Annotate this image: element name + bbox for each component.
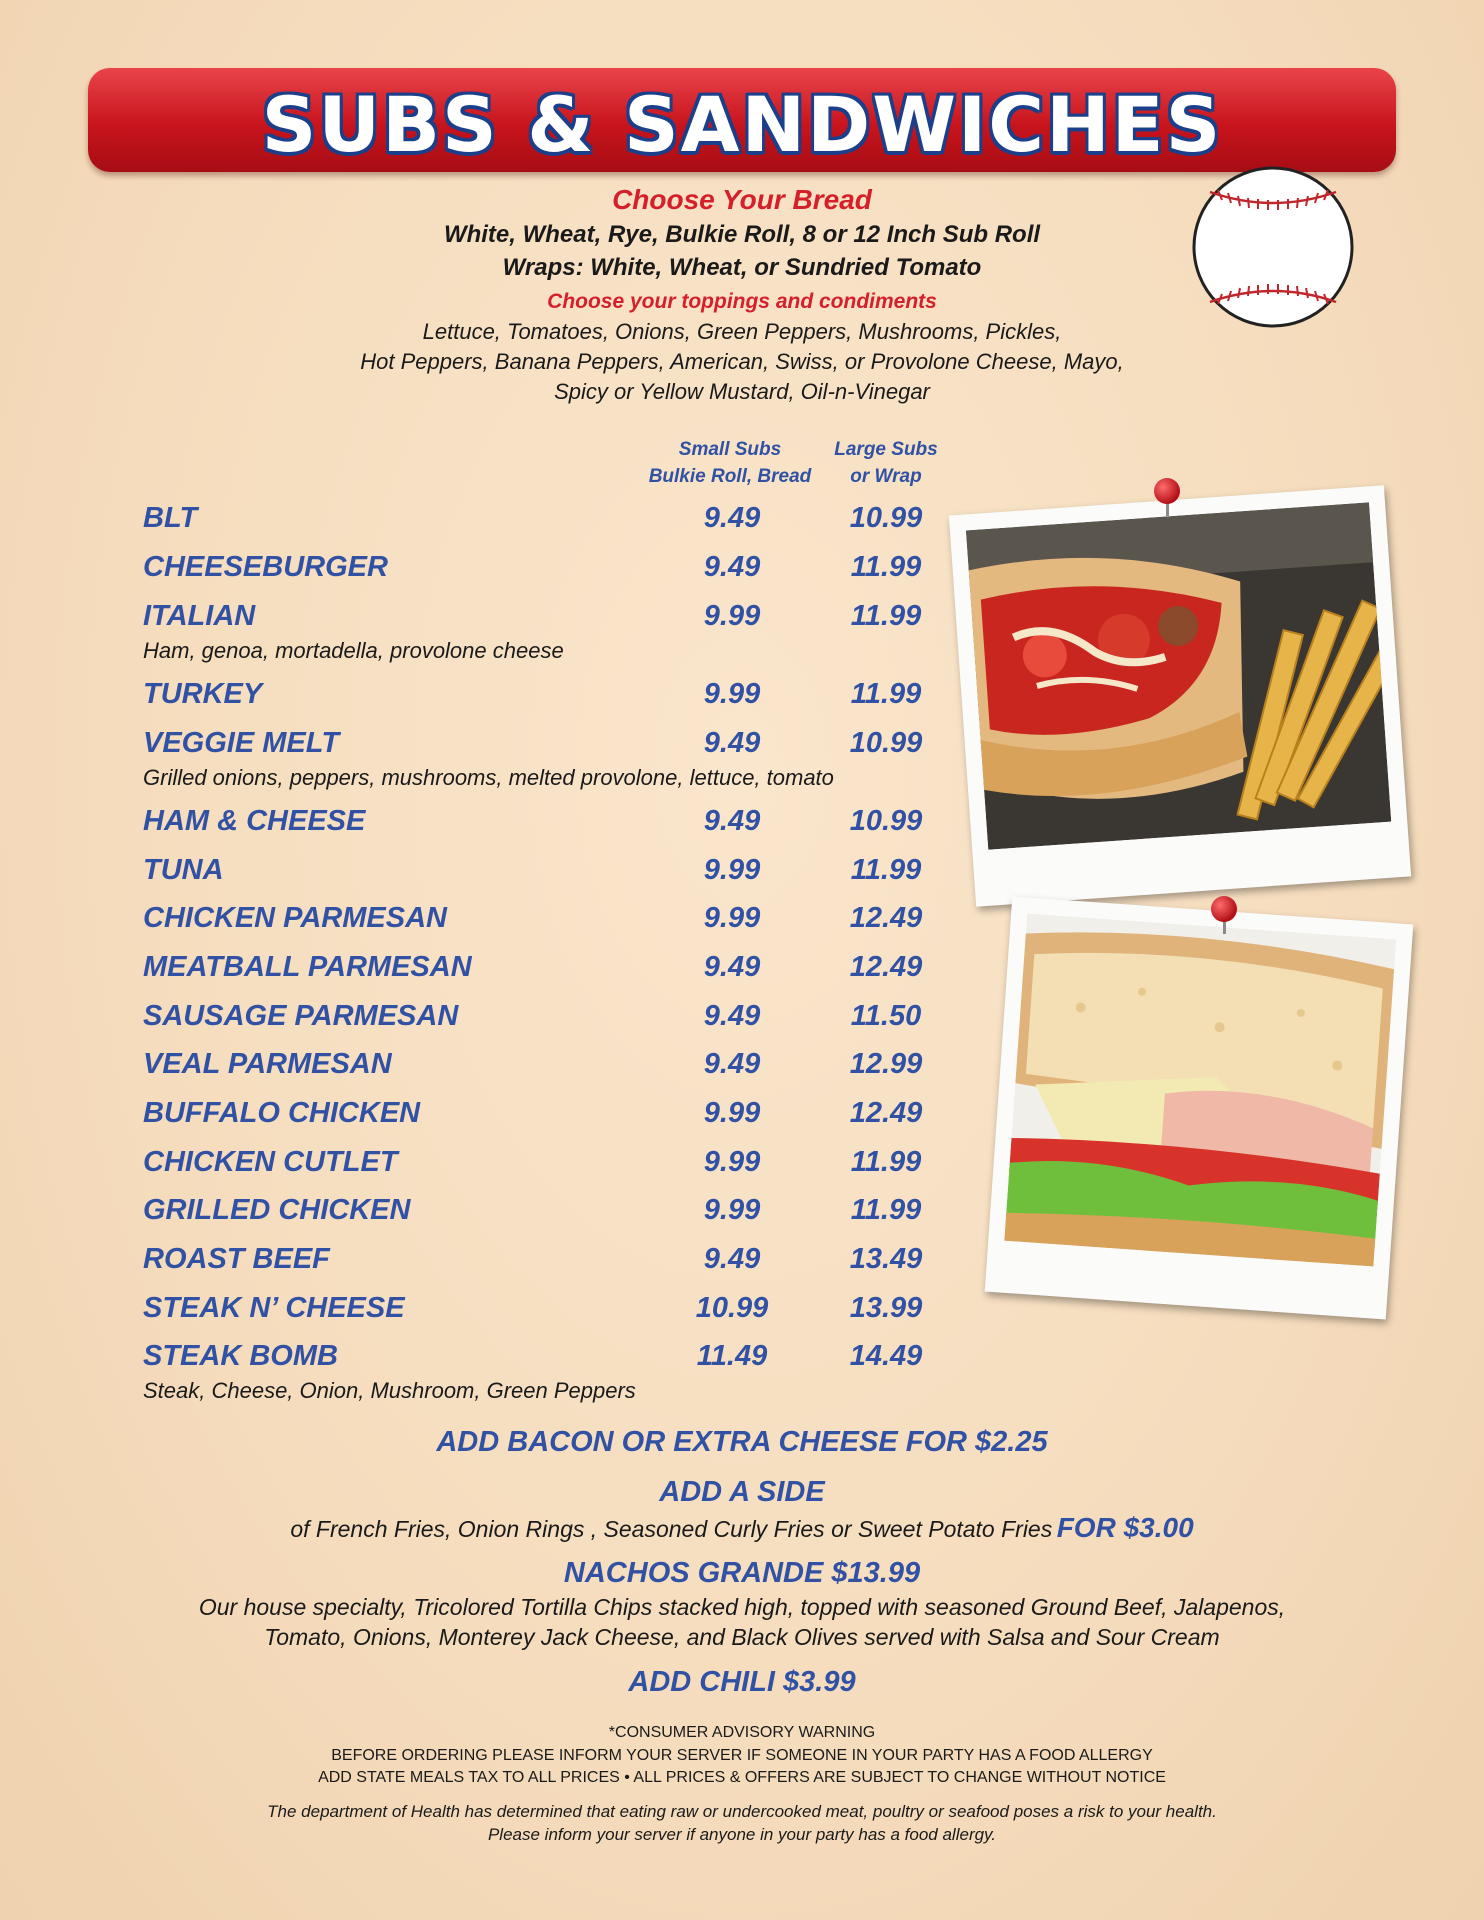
large-price: 12.49 xyxy=(849,902,923,934)
small-subs-header-line-2: Bulkie Roll, Bread xyxy=(648,466,812,487)
large-price: 13.49 xyxy=(849,1243,923,1275)
health-warning-1: The department of Health has determined that eating raw or undercooked meat, poultry or seafood poses a risk to your health. xyxy=(267,1802,1217,1821)
small-price: 9.99 xyxy=(703,902,761,934)
item-name: BLT xyxy=(143,502,198,534)
toppings-line-3: Spicy or Yellow Mustard, Oil-n-Vinegar xyxy=(554,379,930,404)
small-price: 9.49 xyxy=(703,805,761,837)
small-price: 9.99 xyxy=(703,600,761,632)
item-name: VEAL PARMESAN xyxy=(143,1048,392,1080)
small-price: 11.49 xyxy=(696,1340,768,1372)
large-price: 10.99 xyxy=(849,502,923,534)
item-name: ROAST BEEF xyxy=(143,1243,330,1275)
item-name: VEGGIE MELT xyxy=(143,727,340,759)
large-price: 11.99 xyxy=(850,1194,922,1226)
ham-sub-image xyxy=(1004,914,1396,1267)
meatball-sub-image xyxy=(966,502,1391,849)
small-price: 9.99 xyxy=(703,854,761,886)
small-price: 9.49 xyxy=(703,1048,761,1080)
small-price: 9.49 xyxy=(703,1000,761,1032)
small-price: 9.49 xyxy=(703,727,761,759)
bread-line-2: Wraps: White, Wheat, or Sundried Tomato xyxy=(502,254,982,281)
small-price: 9.99 xyxy=(703,1194,761,1226)
pushpin-icon xyxy=(1211,896,1237,922)
title-banner xyxy=(88,68,1396,172)
large-price: 12.49 xyxy=(849,1097,923,1129)
nachos-heading: NACHOS GRANDE $13.99 xyxy=(563,1557,921,1589)
item-name: CHICKEN PARMESAN xyxy=(143,902,447,934)
small-price: 9.49 xyxy=(703,502,761,534)
item-name: MEATBALL PARMESAN xyxy=(143,951,472,983)
large-subs-header xyxy=(806,436,966,490)
allergy-notice: BEFORE ORDERING PLEASE INFORM YOUR SERVER IF SOMEONE IN YOUR PARTY HAS A FOOD ALLERGY xyxy=(331,1747,1153,1764)
item-name: STEAK N’ CHEESE xyxy=(143,1292,405,1324)
item-description: Ham, genoa, mortadella, provolone cheese xyxy=(143,638,564,663)
page-title: SUBS & SANDWICHES xyxy=(261,80,1223,169)
small-price: 9.49 xyxy=(703,551,761,583)
bread-line-1: White, Wheat, Rye, Bulkie Roll, 8 or 12 Inch Sub Roll xyxy=(443,221,1041,248)
add-side-line xyxy=(0,1512,1484,1544)
small-price: 9.49 xyxy=(703,1243,761,1275)
item-name: TUNA xyxy=(143,854,224,886)
toppings-heading: Choose your toppings and condiments xyxy=(547,290,937,313)
small-price: 9.99 xyxy=(703,1097,761,1129)
add-chili-note: ADD CHILI $3.99 xyxy=(628,1666,856,1698)
side-price: FOR $3.00 xyxy=(1056,1512,1194,1543)
item-name: CHEESEBURGER xyxy=(143,551,388,583)
item-name: BUFFALO CHICKEN xyxy=(143,1097,421,1129)
large-subs-header-line-2: or Wrap xyxy=(850,466,922,487)
item-description: Grilled onions, peppers, mushrooms, melted provolone, lettuce, tomato xyxy=(143,765,834,790)
item-name: ITALIAN xyxy=(143,600,256,632)
nachos-description-1: Our house specialty, Tricolored Tortilla Chips stacked high, topped with seasoned Ground Beef, Jalapenos, xyxy=(198,1594,1286,1620)
small-subs-header-line-1: Small Subs xyxy=(678,439,782,460)
item-name: TURKEY xyxy=(143,678,263,710)
item-name: STEAK BOMB xyxy=(143,1340,338,1372)
pushpin-icon xyxy=(1154,478,1180,504)
item-description: Steak, Cheese, Onion, Mushroom, Green Peppers xyxy=(143,1378,636,1403)
small-price: 9.99 xyxy=(703,1146,761,1178)
item-name: HAM & CHEESE xyxy=(143,805,366,837)
small-price: 10.99 xyxy=(695,1292,769,1324)
add-bacon-note: ADD BACON OR EXTRA CHEESE FOR $2.25 xyxy=(436,1426,1048,1458)
large-price: 11.99 xyxy=(850,854,922,886)
large-price: 12.49 xyxy=(849,951,923,983)
large-price: 11.99 xyxy=(850,678,922,710)
meatball-sub-photo xyxy=(949,485,1411,906)
large-price: 13.99 xyxy=(849,1292,923,1324)
large-price: 11.99 xyxy=(850,600,922,632)
consumer-advisory: *CONSUMER ADVISORY WARNING xyxy=(608,1724,876,1741)
bread-heading: Choose Your Bread xyxy=(612,184,872,215)
toppings-line-2: Hot Peppers, Banana Peppers, American, Swiss, or Provolone Cheese, Mayo, xyxy=(360,349,1124,374)
small-price: 9.99 xyxy=(703,678,761,710)
nachos-description-2: Tomato, Onions, Monterey Jack Cheese, and Black Olives served with Salsa and Sour Cream xyxy=(264,1624,1220,1650)
large-price: 11.50 xyxy=(850,1000,922,1032)
add-side-heading: ADD A SIDE xyxy=(659,1476,825,1508)
large-price: 11.99 xyxy=(850,551,922,583)
item-name: SAUSAGE PARMESAN xyxy=(143,1000,459,1032)
item-name: GRILLED CHICKEN xyxy=(143,1194,411,1226)
tax-notice: ADD STATE MEALS TAX TO ALL PRICES • ALL PRICES & OFFERS ARE SUBJECT TO CHANGE WITHOUT NOTICE xyxy=(318,1769,1166,1786)
item-name: CHICKEN CUTLET xyxy=(143,1146,398,1178)
toppings-line-1: Lettuce, Tomatoes, Onions, Green Peppers, Mushrooms, Pickles, xyxy=(422,319,1062,344)
large-price: 14.49 xyxy=(849,1340,923,1372)
menu-item xyxy=(0,1340,1484,1403)
large-price: 10.99 xyxy=(849,805,923,837)
health-warning-2: Please inform your server if anyone in your party has a food allergy. xyxy=(487,1825,997,1844)
large-price: 10.99 xyxy=(849,727,923,759)
small-price: 9.49 xyxy=(703,951,761,983)
large-price: 11.99 xyxy=(850,1146,922,1178)
side-options-text: of French Fries, Onion Rings , Seasoned Curly Fries or Sweet Potato Fries xyxy=(290,1516,1053,1542)
large-price: 12.99 xyxy=(849,1048,923,1080)
ham-sub-photo xyxy=(985,896,1414,1319)
large-subs-header-line-1: Large Subs xyxy=(834,439,938,460)
